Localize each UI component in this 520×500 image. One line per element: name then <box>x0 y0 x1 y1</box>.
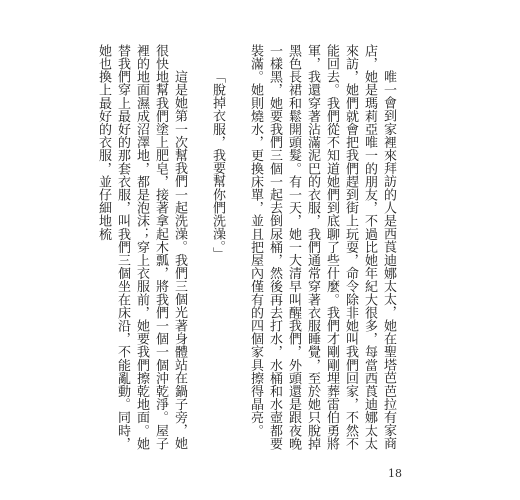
page-number: 18 <box>388 467 402 480</box>
paragraph-spacer <box>227 44 246 454</box>
paragraph: 這是她第一次幫我們一起洗澡。我們三個光著身體站在鍋子旁，她很快地幫我們塗上肥皂，接著拿起木瓢，將我們一個一個沖乾淨。屋子裡的地面濕成沼澤地，都是泡沫；穿上衣服前，她要我們擦乾地面。她替我們穿上最好的那套衣服，叫我們三個坐在床沿，不能亂動。同時，她也換上最好的衣服，並仔細地梳 <box>96 44 187 451</box>
paragraph-spacer <box>189 44 208 454</box>
paragraph-dialogue: 「脫掉衣服，我要幫你們洗澡。」 <box>210 70 225 260</box>
body-text <box>94 44 398 454</box>
paragraph: 唯一會到家裡來拜訪的人是西莨迪娜太太，她在聖塔芭芭拉有家商店，她是瑪莉亞唯一的朋友，不過比她年紀大很多，每當西莨迪娜太太來訪，她們就會把我們趕到街上玩耍，命令除非她叫我們回家，不然不能回去。我們從不知道她們到底聊了些什麼。我們才剛剛埋葬雷伯勇將軍，我還穿著沾滿泥巴的衣服，我們通常穿著衣服睡覺，至於她只脫掉黑色長裙和鬆開頭髮。有一天，她一大清早叫醒我們，外頭還是跟夜晚一樣黑，她要我們三個一起去倒尿桶，然後再去打水，水桶和水壺都要裝滿。她則燒水，更換床單，並且把屋內僅有的四個家具擦得晶亮。 <box>248 44 396 451</box>
